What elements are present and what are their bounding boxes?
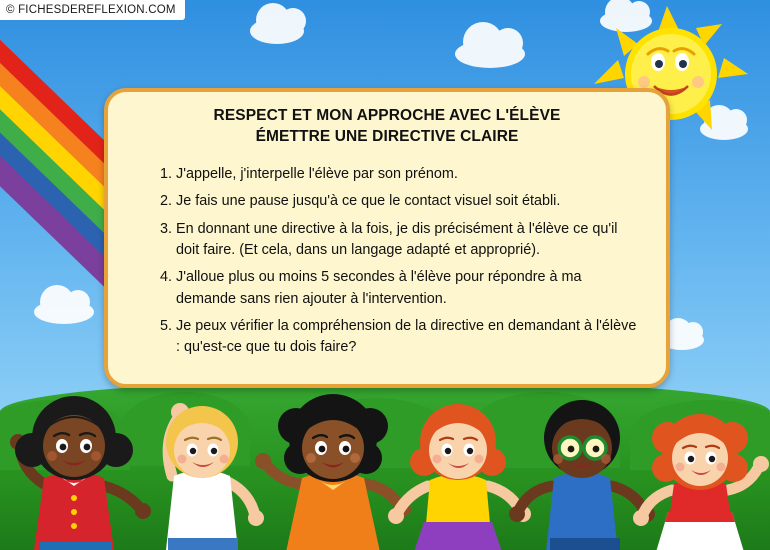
child-figure: [255, 394, 411, 550]
child-figure: [388, 404, 531, 550]
child-figure: [509, 400, 655, 550]
list-item: Je fais une pause jusqu'à ce que le contact visuel soit établi.: [176, 193, 561, 210]
copyright-label: © FICHESDEREFLEXION.COM: [0, 0, 185, 20]
title-line-2: ÉMETTRE UNE DIRECTIVE CLAIRE: [255, 127, 519, 145]
page-title: [128, 106, 646, 148]
cloud-icon: [455, 40, 525, 68]
list-item: En donnant une directive à la fois, je dis précisément à l'élève ce qu'il doit faire. (Et cela, dans un langage adapté et approprié).: [176, 220, 618, 258]
title-line-1: RESPECT ET MON APPROCHE AVEC L'ÉLÈVE: [213, 107, 561, 124]
children-group-icon: [0, 366, 770, 550]
list-item: J'appelle, j'interpelle l'élève par son prénom.: [176, 165, 458, 182]
child-figure: [633, 414, 769, 550]
directive-list: [128, 164, 646, 358]
content-card: [104, 88, 670, 388]
child-figure: [166, 403, 264, 550]
list-item: J'alloue plus ou moins 5 secondes à l'élève pour répondre à ma demande sans rien ajouter à l'intervention.: [176, 269, 582, 307]
list-item: Je peux vérifier la compréhension de la directive en demandant à l'élève : qu'est-ce que tu dois faire?: [176, 318, 637, 356]
child-figure: [10, 396, 151, 550]
